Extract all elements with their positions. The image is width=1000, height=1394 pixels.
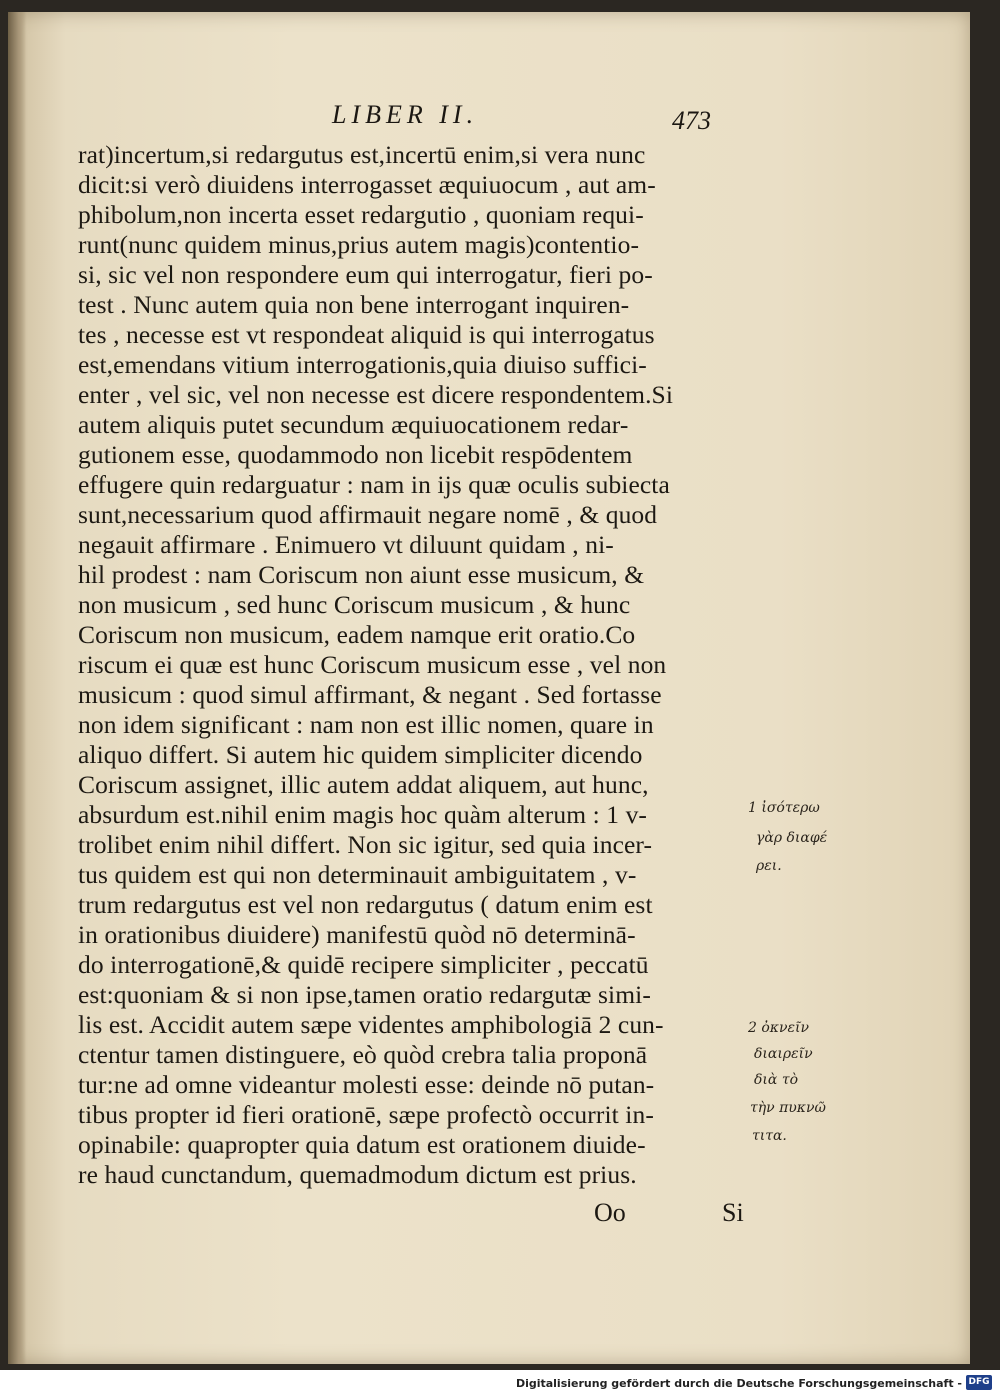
text-line: autem aliquis putet secundum æquiuocationem redar- xyxy=(78,410,629,439)
funding-credit: Digitalisierung gefördert durch die Deutsche Forschungsgemeinschaft - xyxy=(515,1377,962,1390)
margin-note: τιτα. xyxy=(752,1128,787,1144)
text-line: effugere quin redarguatur : nam in ijs quæ oculis subiecta xyxy=(78,470,670,499)
text-line: absurdum est.nihil enim magis hoc quàm alterum : 1 v- xyxy=(78,800,648,829)
text-line: in orationibus diuidere) manifestū quòd nō determinā- xyxy=(78,920,636,949)
text-line: gutionem esse, quodammodo non licebit respōdentem xyxy=(78,440,633,469)
text-line: riscum ei quæ est hunc Coriscum musicum esse , vel non xyxy=(78,650,667,679)
text-line: ctentur tamen distinguere, eò quòd crebra talia proponā xyxy=(78,1040,648,1069)
body-text xyxy=(78,140,758,1190)
text-line: est,emendans vitium interrogationis,quia diuiso suffici- xyxy=(78,350,647,379)
margin-note: τὴν πυκνῶ xyxy=(750,1100,826,1116)
text-line: tibus propter id fieri orationē, sæpe profectò occurrit in- xyxy=(78,1100,654,1129)
text-line: lis est. Accidit autem sæpe videntes amphibologiā 2 cun- xyxy=(78,1010,664,1039)
text-line: est:quoniam & si non ipse,tamen oratio redargutæ simi- xyxy=(78,980,651,1009)
text-line: aliquo differt. Si autem hic quidem simpliciter dicendo xyxy=(78,740,643,769)
text-line: tur:ne ad omne videantur molesti esse: deinde nō putan- xyxy=(78,1070,655,1099)
catchword: Si xyxy=(722,1198,744,1227)
text-line: test . Nunc autem quia non bene interrogant inquiren- xyxy=(78,290,630,319)
text-line: sunt,necessarium quod affirmauit negare nomē , & quod xyxy=(78,500,658,529)
text-line: trum redargutus est vel non redargutus ( datum enim est xyxy=(78,890,653,919)
text-line: enter , vel sic, vel non necesse est dicere respondentem.Si xyxy=(78,380,674,409)
text-line: runt(nunc quidem minus,prius autem magis)contentio- xyxy=(78,230,640,259)
text-line: musicum : quod simul affirmant, & negant . Sed fortasse xyxy=(78,680,662,709)
margin-note: 1 ἰσότερω xyxy=(748,800,820,816)
text-line: tus quidem est qui non determinauit ambiguitatem , v- xyxy=(78,860,637,889)
margin-note: διὰ τὸ xyxy=(754,1072,798,1088)
margin-note: ρει. xyxy=(756,858,782,874)
margin-note: γὰρ διαφέ xyxy=(756,830,828,846)
text-line: re haud cunctandum, quemadmodum dictum est prius. xyxy=(78,1160,637,1189)
running-head: LIBER II. xyxy=(332,100,479,129)
text-line: trolibet enim nihil differt. Non sic igitur, sed quia incer- xyxy=(78,830,653,859)
page-gutter-edge xyxy=(8,12,26,1364)
text-line: phibolum,non incerta esset redargutio , quoniam requi- xyxy=(78,200,644,229)
text-line: non musicum , sed hunc Coriscum musicum , & hunc xyxy=(78,590,631,619)
text-line: Coriscum assignet, illic autem addat aliquem, aut hunc, xyxy=(78,770,649,799)
text-line: tes , necesse est vt respondeat aliquid is qui interrogatus xyxy=(78,320,655,349)
text-line: hil prodest : nam Coriscum non aiunt esse musicum, & xyxy=(78,560,645,589)
text-line: Coriscum non musicum, eadem namque erit oratio.Co xyxy=(78,620,636,649)
page-number: 473 xyxy=(672,106,711,135)
margin-note: 2 ὀκνεῖν xyxy=(748,1020,809,1036)
text-line: negauit affirmare . Enimuero vt diluunt quidam , ni- xyxy=(78,530,614,559)
text-line: do interrogationē,& quidē recipere simpliciter , peccatū xyxy=(78,950,649,979)
text-line: dicit:si verò diuidens interrogasset æquiuocum , aut am- xyxy=(78,170,656,199)
signature-mark: Oo xyxy=(594,1198,626,1227)
text-line: si, sic vel non respondere eum qui interrogatur, fieri po- xyxy=(78,260,653,289)
text-line: rat)incertum,si redargutus est,incertū enim,si vera nunc xyxy=(78,140,646,169)
dfg-logo: DFG xyxy=(966,1375,992,1390)
text-line: non idem significant : nam non est illic nomen, quare in xyxy=(78,710,654,739)
text-line: opinabile: quapropter quia datum est orationem diuide- xyxy=(78,1130,646,1159)
margin-note: διαιρεῖν xyxy=(754,1046,813,1062)
